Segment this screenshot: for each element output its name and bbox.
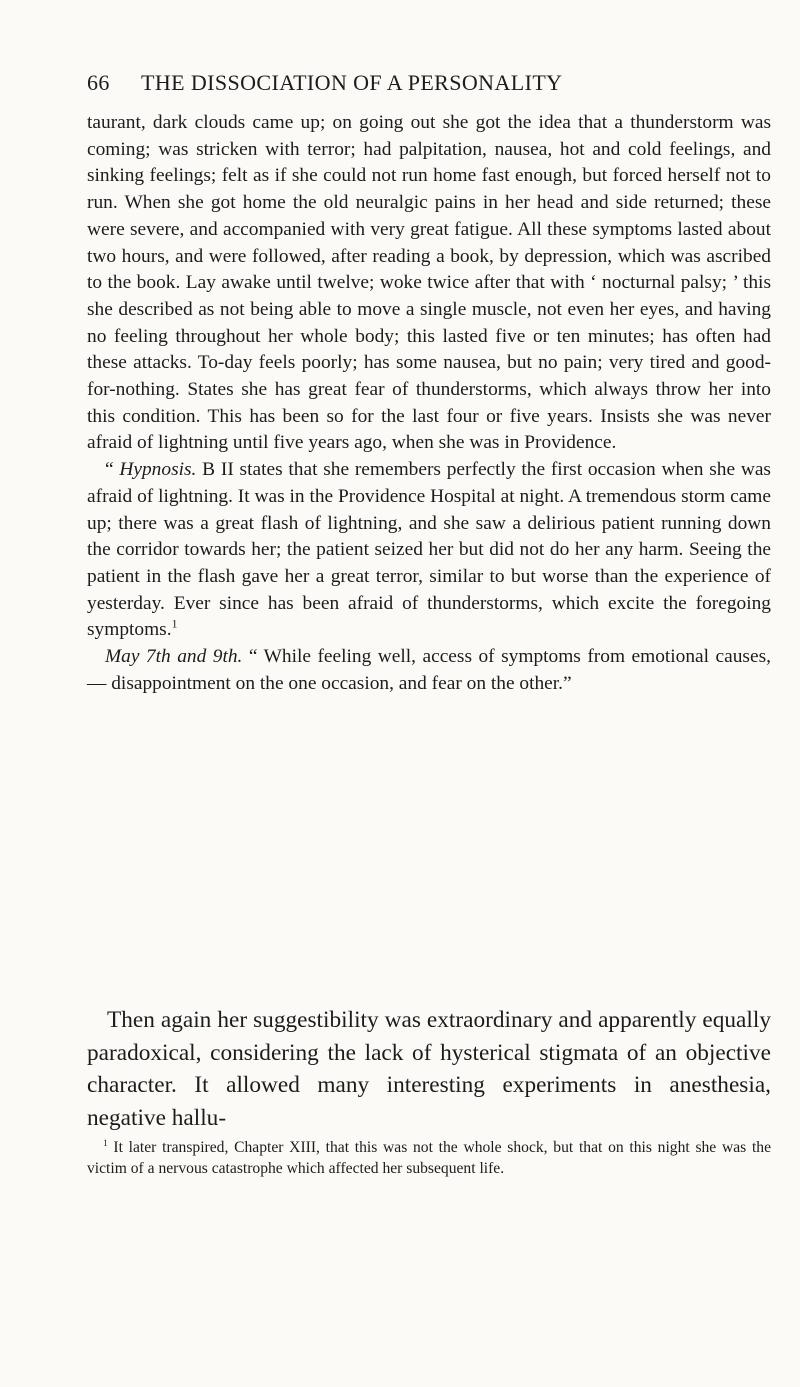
footnote-reference: 1 <box>171 617 178 631</box>
footnote-text: It later transpired, Chapter XIII, that this was not the whole shock, but that on this night she was the victim of a nervous catastrophe which affected her subsequent life. <box>87 1139 771 1177</box>
case-notes <box>87 110 771 697</box>
footnote-marker: 1 <box>103 1138 108 1149</box>
footnote-1 <box>87 1138 771 1179</box>
may-heading: May 7th and 9th. <box>105 646 243 668</box>
page-number: 66 <box>87 70 110 95</box>
footnotes <box>87 1138 771 1179</box>
paragraph-hypnosis <box>87 457 771 644</box>
running-header <box>87 70 717 96</box>
hypnosis-text: B II states that she remembers perfectly the first occasion when she was afraid of lightning. It was in the Providence Hospital at night. A tremendous storm came up; there was a great flash of lightning, and she saw a delirious patient running down the corridor towards her; the patient seized her but did not do her any harm. Seeing the patient in the flash gave her a great terror, similar to but worse than the experience of yesterday. Ever since has been afraid of thunderstorms, which excite the foregoing symptoms. <box>87 459 771 641</box>
hypnosis-heading: Hypnosis. <box>119 459 197 481</box>
main-text <box>87 1004 771 1134</box>
paragraph-suggestibility: Then again her suggestibility was extraordinary and apparently equally paradoxical, considering the lack of hysterical stigmata of an objective character. It allowed many interesting experiments in anesthesia, negative hallu- <box>87 1007 771 1131</box>
paragraph-continued: taurant, dark clouds came up; on going out she got the idea that a thunderstorm was coming; was stricken with terror; had palpitation, nausea, hot and cold feelings, and sinking feelings; felt as if she could not run home fast enough, but forced herself not to run. When she got home the old neuralgic pains in her head and side returned; these were severe, and accompanied with very great fatigue. All these symptoms lasted about two hours, and were followed, after reading a book, by depression, which was ascribed to the book. Lay awake until twelve; woke twice after that with ‘ nocturnal palsy; ’ this she described as not being able to move a single muscle, not even her eyes, and having no feeling throughout her whole body; this lasted five or ten minutes; has often had these attacks. To-day feels poorly; has some nausea, but no pain; very tired and good-for-nothing. States she has great fear of thunderstorms, which always throw her into this condition. This has been so for the last four or five years. Insists she was never afraid of lightning until five years ago, when she was in Providence. <box>87 112 771 454</box>
open-quote: “ <box>105 459 120 481</box>
paragraph-may <box>87 644 771 697</box>
may-text: “ While feeling well, access of symptoms from emotional causes, — disappointment on the one occasion, and fear on the other.” <box>87 646 771 694</box>
running-title: THE DISSOCIATION OF A PERSONALITY <box>141 70 563 95</box>
